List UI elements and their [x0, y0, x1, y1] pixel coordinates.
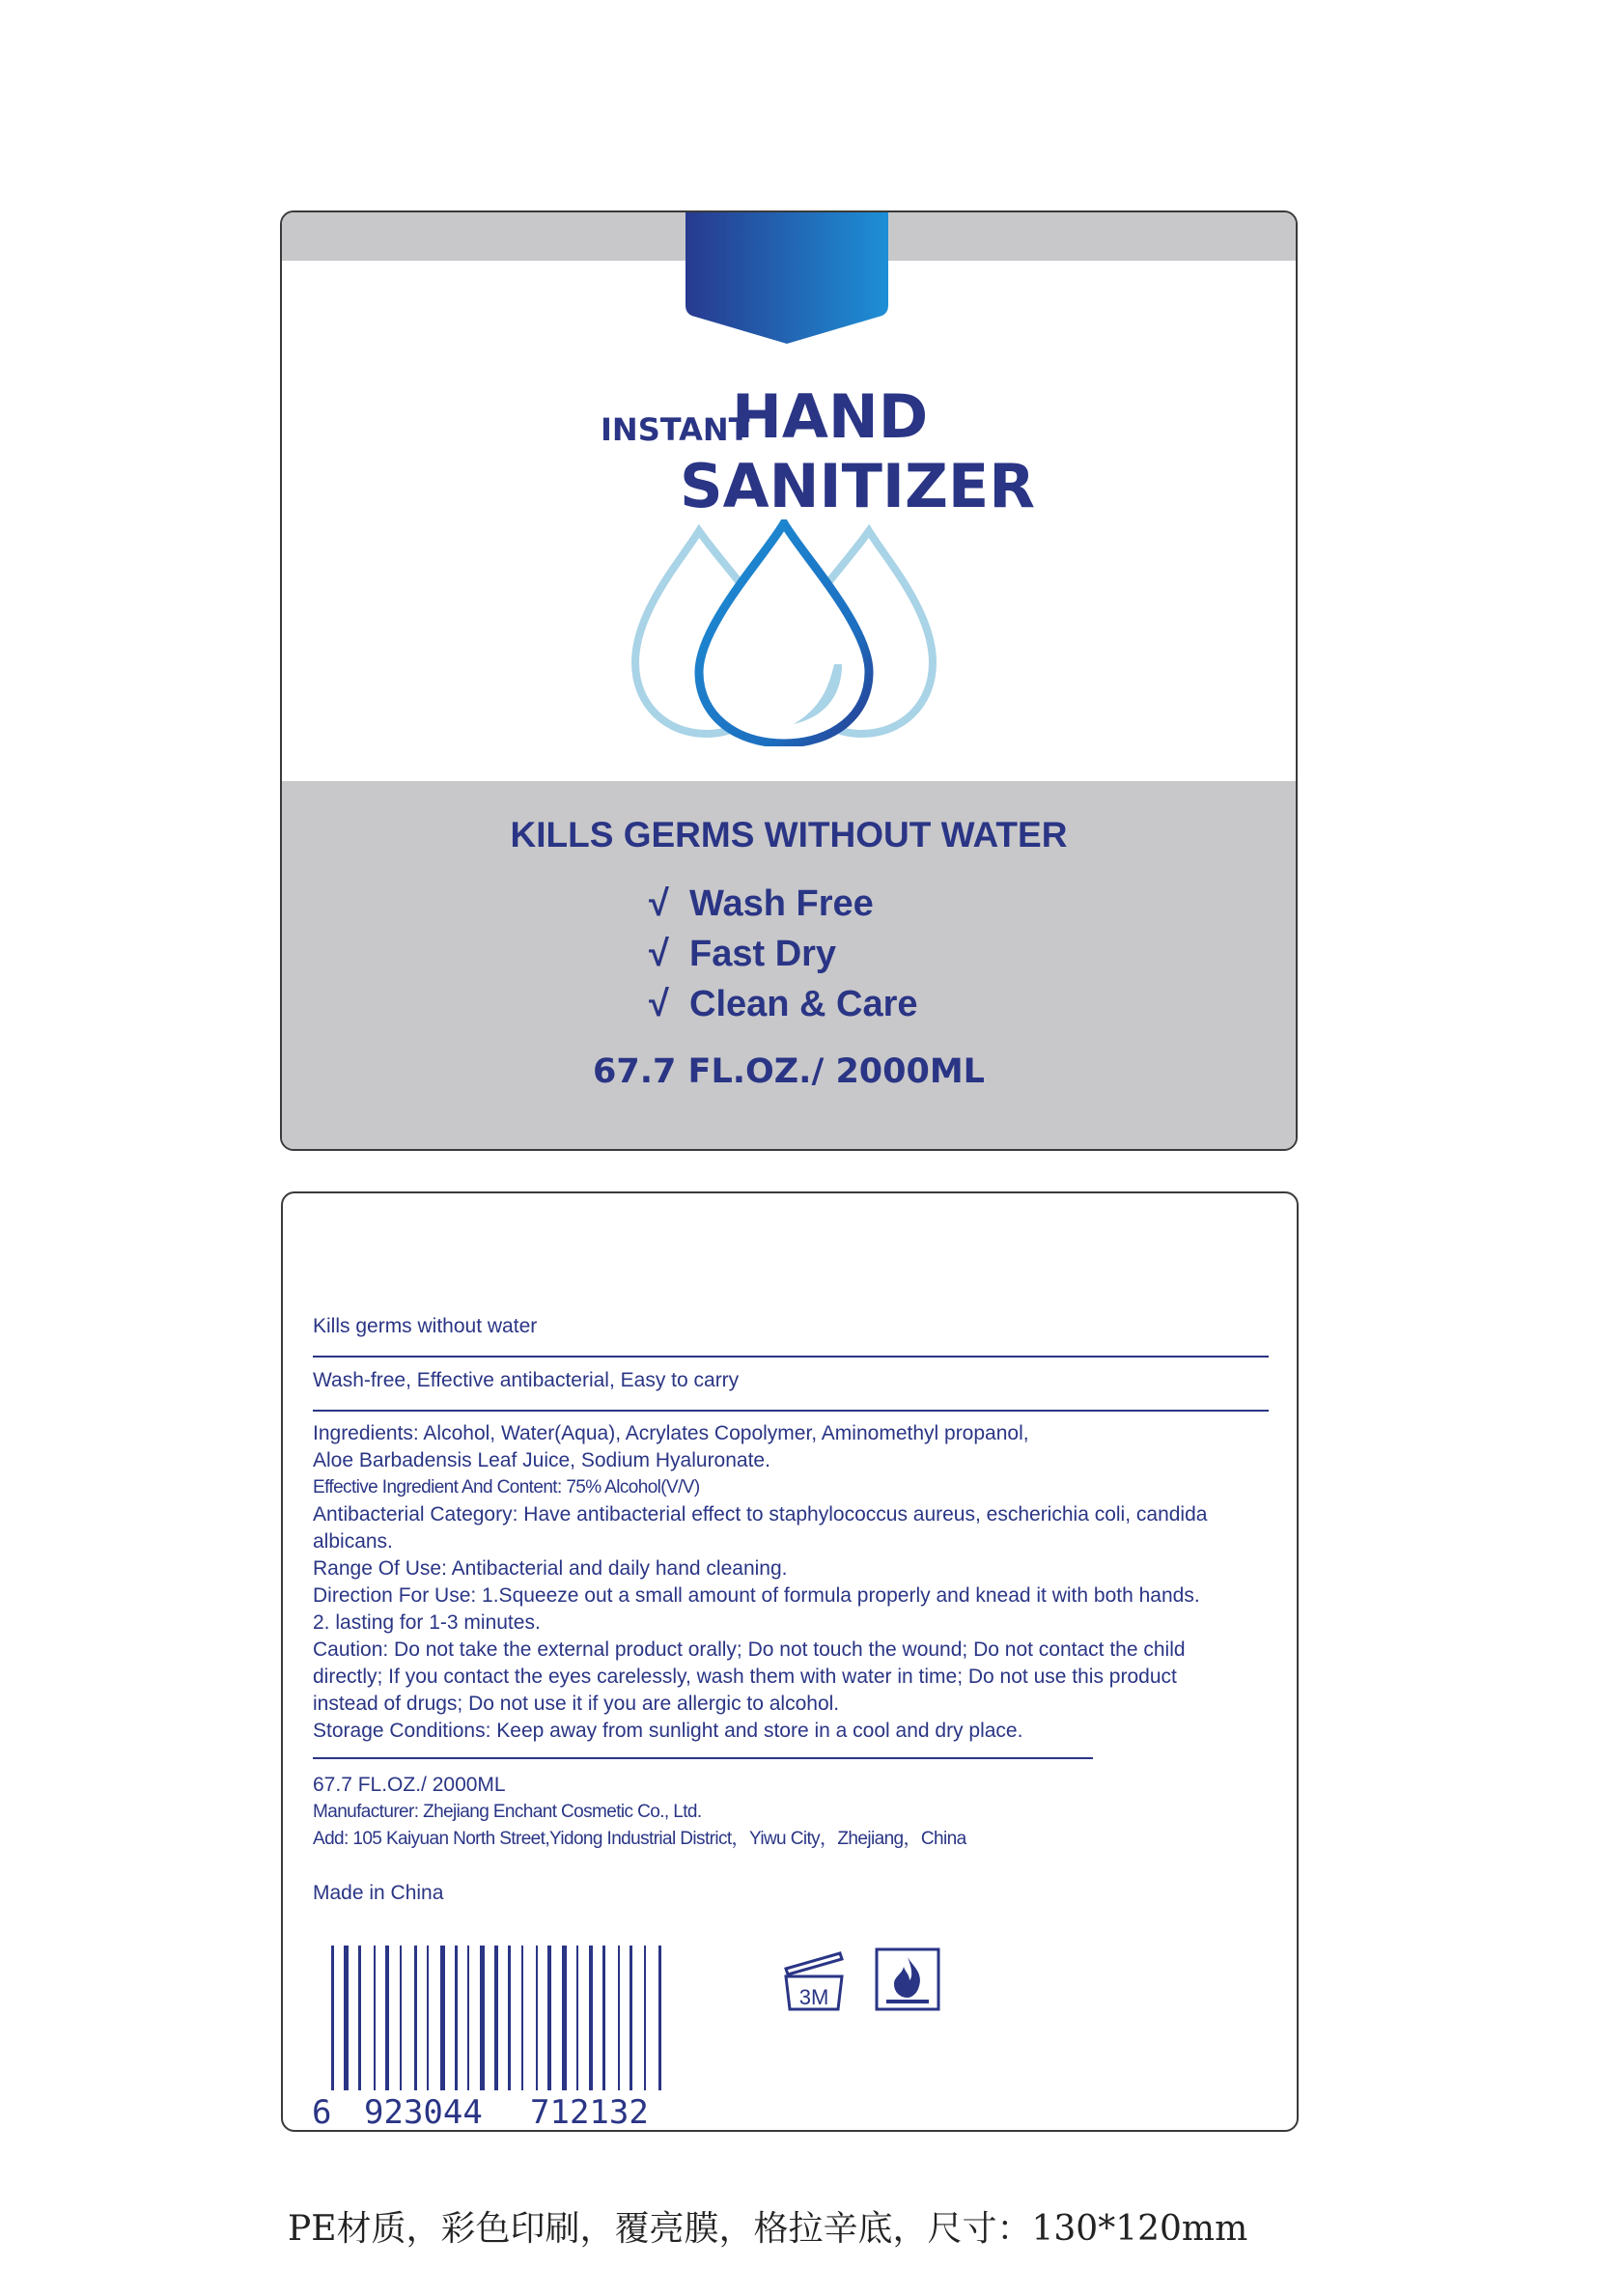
barcode [308, 1946, 723, 2129]
back-volume: 67.7 FL.OZ./ 2000ML [313, 1774, 506, 1796]
barcode-bar [644, 1946, 646, 2090]
spec-note: PE材质，彩色印刷，覆亮膜，格拉辛底，尺寸：130*120mm [288, 2209, 1248, 2249]
back-line-1: Kills germs without water [313, 1315, 538, 1337]
barcode-bar [374, 1946, 376, 2090]
barcode-bar [385, 1946, 389, 2090]
caution-cont: directly; If you contact the eyes carelessly, wash them with water in time; Do not use this product [313, 1666, 1177, 1688]
feature-item: √ Clean & Care [649, 979, 918, 1029]
barcode-bar [440, 1946, 445, 2090]
water-drops-icon [630, 519, 938, 746]
barcode-left-digits: 923044 [364, 2093, 483, 2129]
blue-tab-ribbon [686, 212, 888, 344]
barcode-bar [630, 1946, 632, 2090]
made-in: Made in China [313, 1882, 444, 1904]
tagline: KILLS GERMS WITHOUT WATER [510, 815, 1068, 854]
antibacterial-category: Antibacterial Category: Have antibacterial effect to staphylococcus aureus, escherichia coli, candida [313, 1503, 1208, 1526]
check-icon: √ [649, 883, 669, 924]
barcode-right-digits: 712132 [530, 2093, 649, 2129]
storage-conditions: Storage Conditions: Keep away from sunlight and store in a cool and dry place. [313, 1720, 1023, 1742]
barcode-bar [480, 1946, 485, 2090]
feature-item: √ Fast Dry [649, 929, 918, 979]
barcode-bar [344, 1946, 349, 2090]
barcode-bar [494, 1946, 498, 2112]
ingredients-cont: Aloe Barbadensis Leaf Juice, Sodium Hyaluronate. [313, 1449, 770, 1471]
barcode-bar [331, 1946, 334, 2112]
divider [313, 1410, 1269, 1412]
barcode-bar [521, 1946, 523, 2090]
ingredients: Ingredients: Alcohol, Water(Aqua), Acrylates Copolymer, Aminomethyl propanol, [313, 1422, 1029, 1444]
barcode-bar [358, 1946, 361, 2090]
barcode-bar [602, 1946, 605, 2090]
pao-label: 3M [798, 1985, 829, 2009]
barcode-bar [576, 1946, 578, 2090]
barcode-bar [547, 1946, 551, 2090]
check-icon: √ [649, 984, 669, 1024]
effective-ingredient: Effective Ingredient And Content: 75% Alcohol(V/V) [313, 1477, 700, 1498]
barcode-bar [536, 1946, 538, 2090]
check-icon: √ [649, 934, 669, 974]
range-of-use: Range Of Use: Antibacterial and daily hand cleaning. [313, 1557, 788, 1580]
divider [313, 1757, 1093, 1759]
barcode-bar [508, 1946, 511, 2090]
direction-for-use: Direction For Use: 1.Squeeze out a small amount of formula properly and knead it with both hands. [313, 1584, 1200, 1607]
barcode-first-digit: 6 [312, 2093, 332, 2129]
back-label [281, 1191, 1299, 2132]
barcode-bar [427, 1946, 429, 2090]
barcode-bar [414, 1946, 417, 2090]
brand-sanitizer: SANITIZER [680, 451, 1036, 521]
feature-list [649, 879, 918, 1029]
barcode-bar [400, 1946, 402, 2090]
barcode-bar [562, 1946, 567, 2090]
barcode-bar [589, 1946, 593, 2090]
feature-item: √ Wash Free [649, 879, 918, 929]
barcode-bar [658, 1946, 661, 2112]
flammable-icon [875, 1947, 940, 2011]
front-label [280, 210, 1298, 1151]
back-line-2: Wash-free, Effective antibacterial, Easy to carry [313, 1369, 740, 1391]
volume: 67.7 FL.OZ./ 2000ML [593, 1052, 985, 1091]
manufacturer: Manufacturer: Zhejiang Enchant Cosmetic Co., Ltd. [313, 1802, 702, 1822]
brand-instant: INSTANT [601, 411, 750, 448]
antibacterial-category-cont: albicans. [313, 1530, 393, 1553]
caution: Caution: Do not take the external product orally; Do not touch the wound; Do not contact the child [313, 1638, 1186, 1661]
caution-cont: instead of drugs; Do not use it if you are allergic to alcohol. [313, 1693, 840, 1715]
barcode-bar [455, 1946, 458, 2090]
address: Add: 105 Kaiyuan North Street,Yidong Industrial District，Yiwu City，Zhejiang，China [313, 1829, 966, 1849]
barcode-bar [467, 1946, 469, 2090]
barcode-bar [618, 1946, 620, 2090]
direction-for-use-cont: 2. lasting for 1-3 minutes. [313, 1611, 541, 1634]
brand-hand: HAND [732, 381, 929, 452]
divider [313, 1356, 1269, 1358]
open-jar-pao-icon [780, 1947, 848, 2015]
